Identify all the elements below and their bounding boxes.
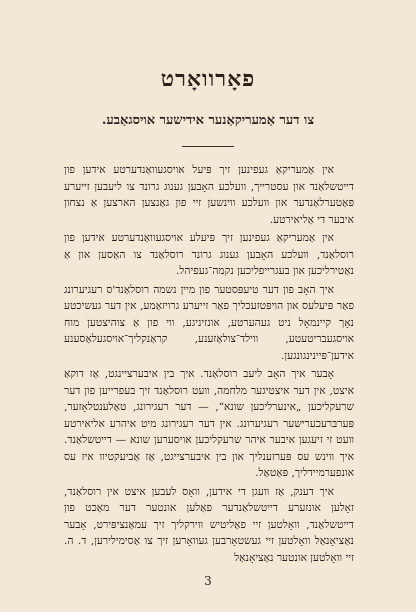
paragraph: אָבער איך האָב ליעב רוסלאַנד. איך בין איבערציינגט, אַז דוקאַ איצט, אין דער איצטיגער מלחמה, וועט רוסלאַנד זיך בעפרייען פון דער שרעקליכען „אינערליכען שונא“, — דער רעגירונג, טאַלענטלאָזער, פּערבּרעכערישער רעגיערונג. אין דער רעגירונג מיט איהרע אליאירטע וועט זי זיעגען איבער איהר שרעקליכען אויסערען שונא — דייטשלאַנד. איך ווינש עס פּערזענליך און בין איבערצייגט, אַז אַביעקטיוו איז עס אונפערמיידליך, פּאַטאַל. <box>64 368 354 479</box>
paragraph: איך האָב פון דער טיעפּסטער פון מיין נשמה רוסלאַנד'ס רעגיערונג פאַר פּיעלעס און הויפּטזעכליך פאַר זייערע גרויזאַמע, אין דער געשיכטע נאָך קיינמאָל ניט געהערטע, אונזיניגע, ווי פון אַ צוהיצטען מוח אויסגעבריטעטע, ווילד־צולאַזענע, קראַנקליך־אויסגעלאַסענע אידען־פּיינינגונגען. <box>64 283 354 362</box>
paragraph: אין אַמעריקאַ געפינען זיך פּיעלע אויסגעוואַנדערטע אידען פון רוסלאַנד, וועלכע האָבען גענוג גרונד רוסלאַנד צו האַסען און אַ נאַטירליכען און בעגרייפליכען נקמה־געפיהל. <box>64 232 354 277</box>
body-text <box>64 162 354 568</box>
paragraph: איך דענק, אַז וועגן די אידען, וואָס לעבען איצט אין רוסלאַנד, זאָלען אונזערע דייטשלאַנדער פאַלען אונטער דער מאַכט פון דייטשלאַנד, וואָלטען זיי פאַליטיש ווירקליך זיך עמאַנציפּירט, אָבער נאַציאָנאַל וואָלטען זיי געשטאָרבען געוואָרען זיך צו אַסימילירען, ד. ה. זיי וואָלטען אונטער נאַציאָנאַל <box>64 485 354 564</box>
page-title: פאָרוואָרט <box>160 66 256 92</box>
divider <box>182 146 234 147</box>
paragraph: אין אַמעריקאַ געפינען זיך פּיעל אויסגעוואַנדערטע אידען פון דייטשלאַנד און עסטרייך, וועלכע האָבען גענוג גרונד צו ליעבען זייערע פּאַטערלאַנדער און וועלכע ווינשען זיי פון גאַנצען הארצען אַ נצחון איבער די אַליאירטע. <box>64 164 354 226</box>
page-subtitle: צו דער אַמעריקאַנער אידישער אויסגאַבע. <box>101 113 315 128</box>
page-number: 3 <box>204 574 212 588</box>
